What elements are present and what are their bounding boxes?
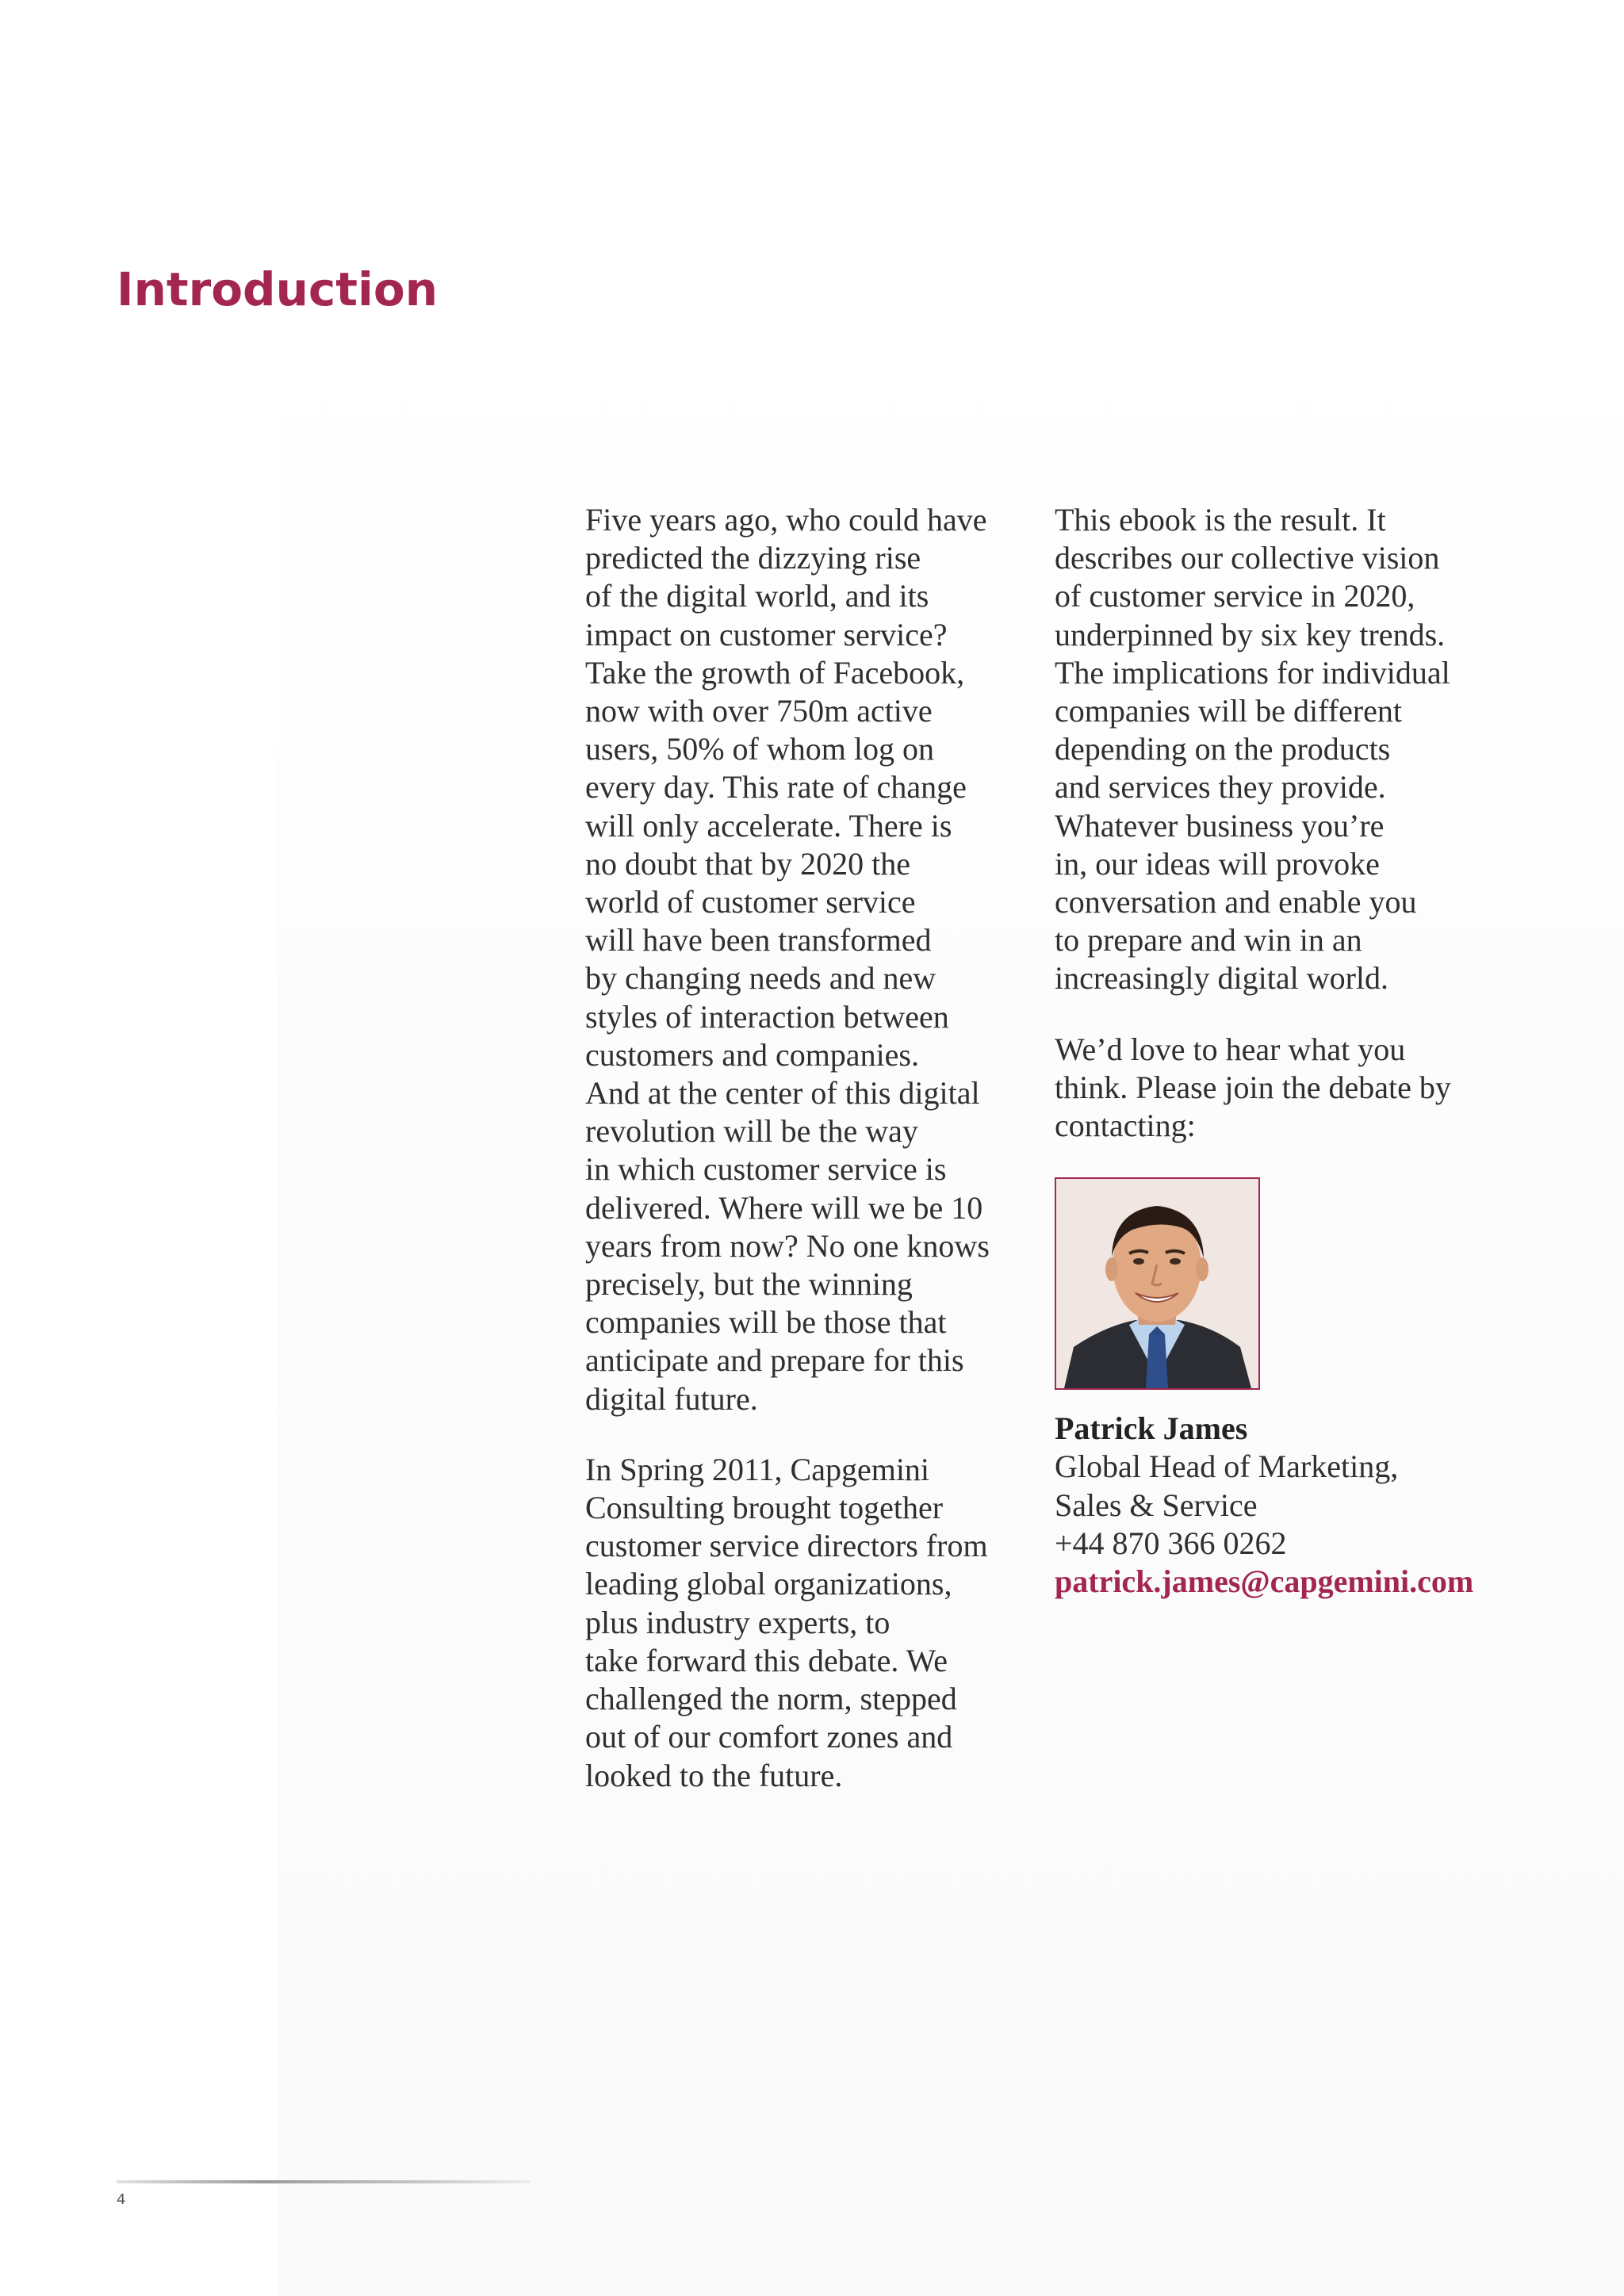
text-line: in, our ideas will provoke: [1055, 845, 1380, 882]
text-line: looked to the future.: [585, 1757, 843, 1793]
contact-photo: [1055, 1177, 1260, 1390]
text-line: users, 50% of whom log on: [585, 731, 934, 767]
text-line: We’d love to hear what you: [1055, 1031, 1406, 1067]
text-line: increasingly digital world.: [1055, 960, 1389, 997]
intro-paragraph-1: [585, 501, 1029, 1418]
contact-name: Patrick James: [1055, 1410, 1248, 1447]
text-line: years from now? No one knows: [585, 1227, 990, 1264]
intro-paragraph-4: [1055, 1031, 1515, 1146]
text-line: will only accelerate. There is: [585, 807, 952, 844]
text-line: in which customer service is: [585, 1151, 947, 1188]
contact-role-continued: Sales & Service: [1055, 1487, 1258, 1523]
text-line: This ebook is the result. It: [1055, 502, 1386, 538]
contact-email-link[interactable]: patrick.james@capgemini.com: [1055, 1563, 1474, 1600]
portrait-image: [1056, 1179, 1258, 1388]
text-line: world of customer service: [585, 884, 916, 920]
text-line: depending on the products: [1055, 731, 1391, 767]
text-line: and services they provide.: [1055, 769, 1386, 806]
footer-divider: [117, 2180, 530, 2183]
text-line: revolution will be the way: [585, 1113, 918, 1150]
text-line: now with over 750m active: [585, 693, 933, 729]
contact-phone: +44 870 366 0262: [1055, 1525, 1287, 1561]
text-line: by changing needs and new: [585, 960, 936, 997]
text-line: customer service directors from: [585, 1528, 988, 1564]
text-line: digital future.: [585, 1380, 758, 1417]
text-line: challenged the norm, stepped: [585, 1681, 957, 1717]
text-line: predicted the dizzying rise: [585, 540, 921, 576]
text-line: of customer service in 2020,: [1055, 578, 1415, 614]
text-line: Take the growth of Facebook,: [585, 654, 965, 691]
text-line: Five years ago, who could have: [585, 502, 987, 538]
intro-paragraph-2: [585, 1451, 1029, 1795]
contact-role: Global Head of Marketing,: [1055, 1448, 1399, 1485]
text-line: Whatever business you’re: [1055, 807, 1385, 844]
right-column: [1055, 501, 1515, 1601]
text-line: every day. This rate of change: [585, 769, 967, 806]
page-number: 4: [117, 2191, 126, 2208]
text-line: impact on customer service?: [585, 616, 948, 652]
left-column: [585, 501, 1029, 1827]
text-line: out of our comfort zones and: [585, 1719, 953, 1755]
text-line: will have been transformed: [585, 922, 932, 959]
text-line: styles of interaction between: [585, 998, 949, 1035]
text-line: no doubt that by 2020 the: [585, 845, 910, 882]
text-line: Consulting brought together: [585, 1490, 944, 1526]
text-line: conversation and enable you: [1055, 884, 1417, 920]
text-line: take forward this debate. We: [585, 1642, 948, 1678]
text-line: describes our collective vision: [1055, 540, 1440, 576]
text-line: plus industry experts, to: [585, 1604, 891, 1640]
text-line: And at the center of this digital: [585, 1075, 980, 1112]
text-line: companies will be those that: [585, 1304, 947, 1341]
text-line: In Spring 2011, Capgemini: [585, 1451, 930, 1487]
text-line: contacting:: [1055, 1108, 1196, 1144]
text-line: anticipate and prepare for this: [585, 1342, 964, 1379]
page-title: Introduction: [117, 262, 438, 316]
intro-paragraph-3: [1055, 501, 1515, 998]
text-line: of the digital world, and its: [585, 578, 929, 614]
text-line: leading global organizations,: [585, 1566, 952, 1602]
text-line: to prepare and win in an: [1055, 922, 1362, 959]
contact-details: [1055, 1410, 1515, 1601]
text-line: delivered. Where will we be 10: [585, 1189, 983, 1226]
text-line: customers and companies.: [585, 1036, 919, 1073]
text-line: precisely, but the winning: [585, 1266, 913, 1303]
text-line: companies will be different: [1055, 693, 1403, 729]
text-line: think. Please join the debate by: [1055, 1069, 1451, 1105]
text-line: underpinned by six key trends.: [1055, 616, 1446, 652]
text-line: The implications for individual: [1055, 654, 1450, 691]
